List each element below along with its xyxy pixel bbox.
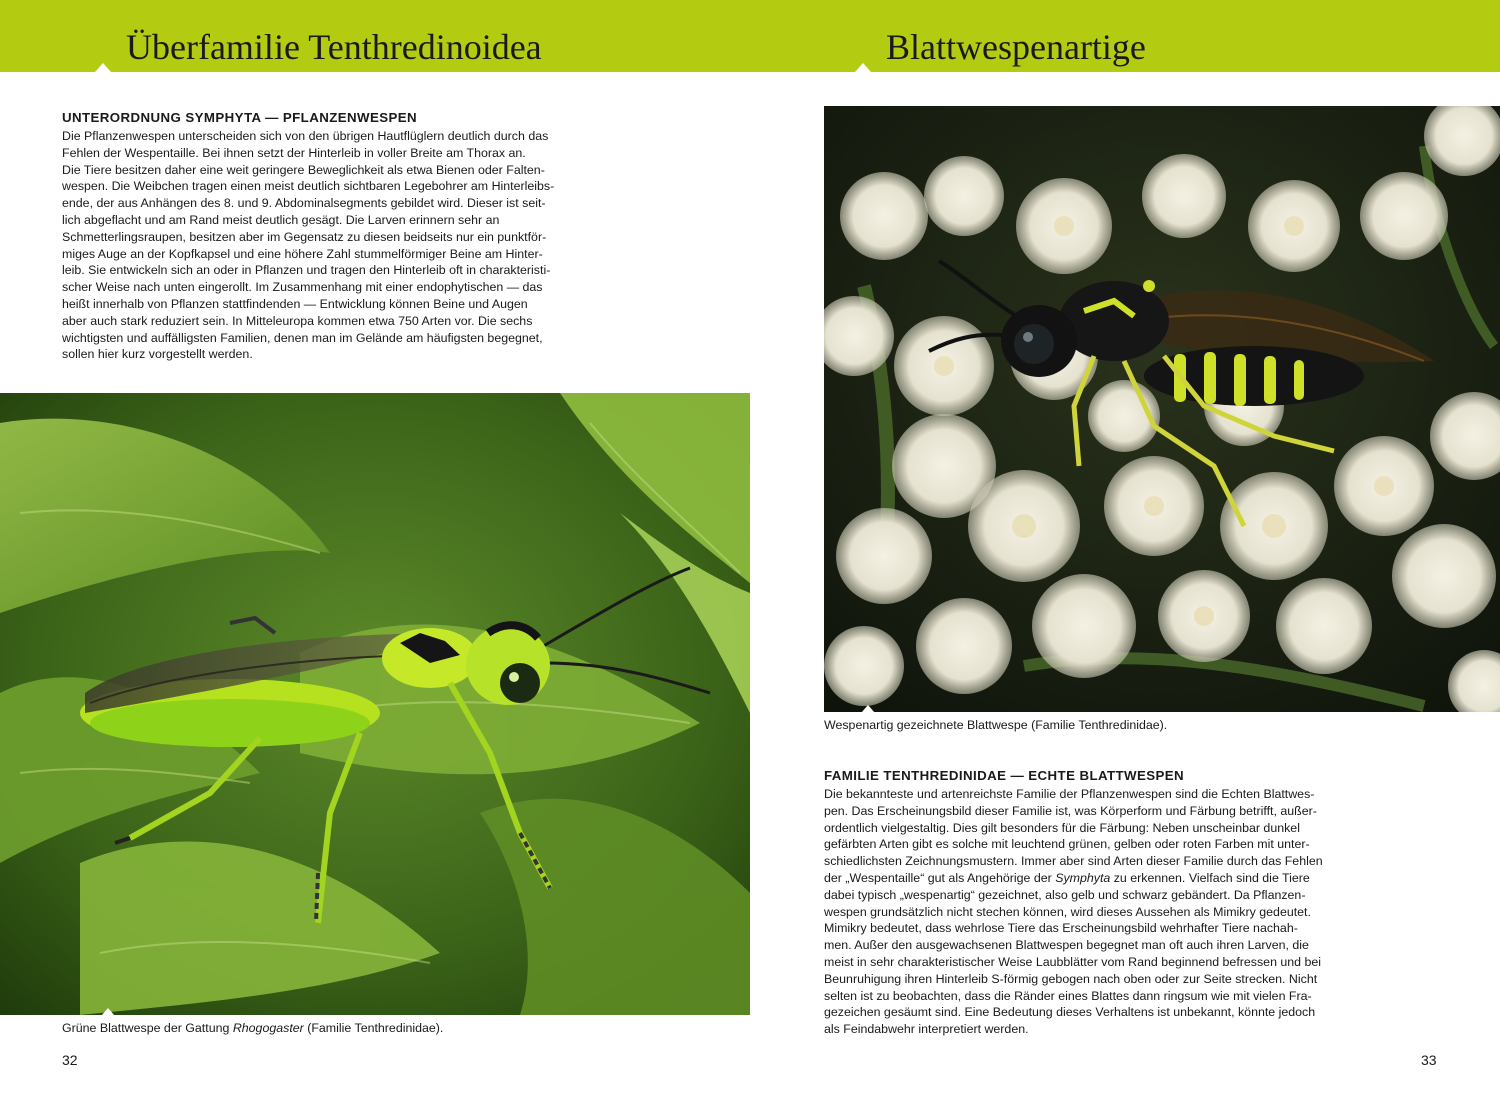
chapter-title-right: Blattwespenartige bbox=[886, 27, 1146, 67]
section-body-text bbox=[62, 128, 562, 363]
text-line: wespen. Die Weibchen tragen einen meist deutlich sichtbaren Legebohrer am Hinterleibs- bbox=[62, 179, 555, 194]
photo-notch-right bbox=[861, 705, 875, 713]
text-line: scher Weise nach unten eingerollt. Im Zusammenhang mit einer endophytischen — das bbox=[62, 280, 543, 295]
photo-notch-left bbox=[101, 1008, 115, 1016]
text-line: heißt innerhalb von Pflanzen stattfindenden — Entwicklung können Beine und Augen bbox=[62, 296, 528, 311]
page-number-left: 32 bbox=[62, 1052, 78, 1068]
section-body-text: Die bekannteste und artenreichste Familie der Pflanzenwespen sind die Echten Blattwes- pen. Das Erscheinungsbild dieser Familie ist, was Körperform und Färbung betrifft, außer- ordentlich vielgestaltig. Dies gilt besonders für die Färbung: Neben unscheinbar dunkel gefärbten Arten gibt es solche mit leuchtend grünen, gelben oder roten Farben mit unter- schiedlichsten Zeichnungsmustern. Immer aber sind Arten dieser Familie durch das Fehlen der „Wespentaille“ gut als Angehörige der Symphyta zu erkennen. Vielfach sind die Tiere dabei typisch „wespenartig“ gezeichnet, also gelb und schwarz gebändert. Da Pflanzen- wespen grundsätzlich nicht stechen können, wird dieses Aussehen als Mimikry gedeutet. Mimikry bedeutet, dass wehrlose Tiere das Erscheinungsbild wehrhafter Tiere nachah- men. Außer den ausgewachsenen Blattwespen begegnet man oft auch ihren Larven, die meist in sehr charakteristischer Weise Laubblätter vom Rand beginnend befressen und bei Beunruhigung ihren Hinterleib S-förmig gebogen nach oben oder zur Seite strecken. Nicht selten ist zu beobachten, dass die Ränder eines Blattes dann ringsum wie mit vielen Fra- gezeichen gesäumt sind. Eine Bedeutung dieses Verhaltens ist unbekannt, könnte jedoch als Feindabwehr interpretiert werden. bbox=[824, 787, 1323, 1037]
photo-wasp-like-sawfly bbox=[824, 106, 1500, 712]
text-line: Die Tiere besitzen daher eine weit geringere Beweglichkeit als etwa Bienen oder Falten- bbox=[62, 162, 545, 177]
section-symphyta bbox=[62, 109, 562, 363]
chapter-title-left: Überfamilie Tenthredinoidea bbox=[126, 27, 542, 67]
header-notch-right bbox=[855, 63, 871, 72]
text-line: lich abgeflacht und am Rand meist deutlich gesägt. Die Larven erinnern sehr an bbox=[62, 212, 500, 227]
header-notch-left bbox=[95, 63, 111, 72]
page-number-right: 33 bbox=[1421, 1052, 1437, 1068]
text-line: Die Pflanzenwespen unterscheiden sich von den übrigen Hautflüglern deutlich durch das bbox=[62, 129, 549, 143]
text-line: Schmetterlingsraupen, besitzen aber im Gegensatz zu diesen beidseits nur ein punktför- bbox=[62, 229, 547, 244]
text-line: wichtigsten und auffälligsten Familien, denen man im Gelände am häufigsten begegnet, bbox=[62, 330, 543, 345]
text-line: leib. Sie entwickeln sich an oder in Pflanzen und tragen den Hinterleib oft in charakteristi- bbox=[62, 263, 551, 278]
wasp-like-sawfly-illustration bbox=[824, 106, 1500, 712]
section-heading: FAMILIE TENTHREDINIDAE — ECHTE BLATTWESPEN bbox=[824, 768, 1185, 783]
text-line: Fehlen der Wespentaille. Bei ihnen setzt der Hinterleib in voller Breite am Thorax an. bbox=[62, 145, 526, 160]
caption-green-sawfly: Grüne Blattwespe der Gattung Rhogogaster (Familie Tenthredinidae). bbox=[62, 1021, 444, 1035]
photo-green-sawfly bbox=[0, 393, 750, 1015]
green-sawfly-illustration bbox=[0, 393, 750, 1015]
section-heading: UNTERORDNUNG SYMPHYTA — PFLANZENWESPEN bbox=[62, 110, 418, 125]
text-line: aber auch stark reduziert sein. In Mitteleuropa kommen etwa 750 Arten vor. Die sechs bbox=[62, 313, 533, 328]
text-line: miges Auge an der Kopfkapsel und eine höhere Zahl stummelförmiger Beine am Hinter- bbox=[62, 246, 543, 261]
text-line: ende, der aus Anhängen des 8. und 9. Abdominalsegments gebildet wird. Dieser ist seit- bbox=[62, 196, 546, 211]
text-line: sollen hier kurz vorgestellt werden. bbox=[62, 347, 253, 362]
section-tenthredinidae bbox=[824, 767, 1344, 1038]
caption-wasp-like-sawfly: Wespenartig gezeichnete Blattwespe (Familie Tenthredinidae). bbox=[824, 718, 1168, 732]
